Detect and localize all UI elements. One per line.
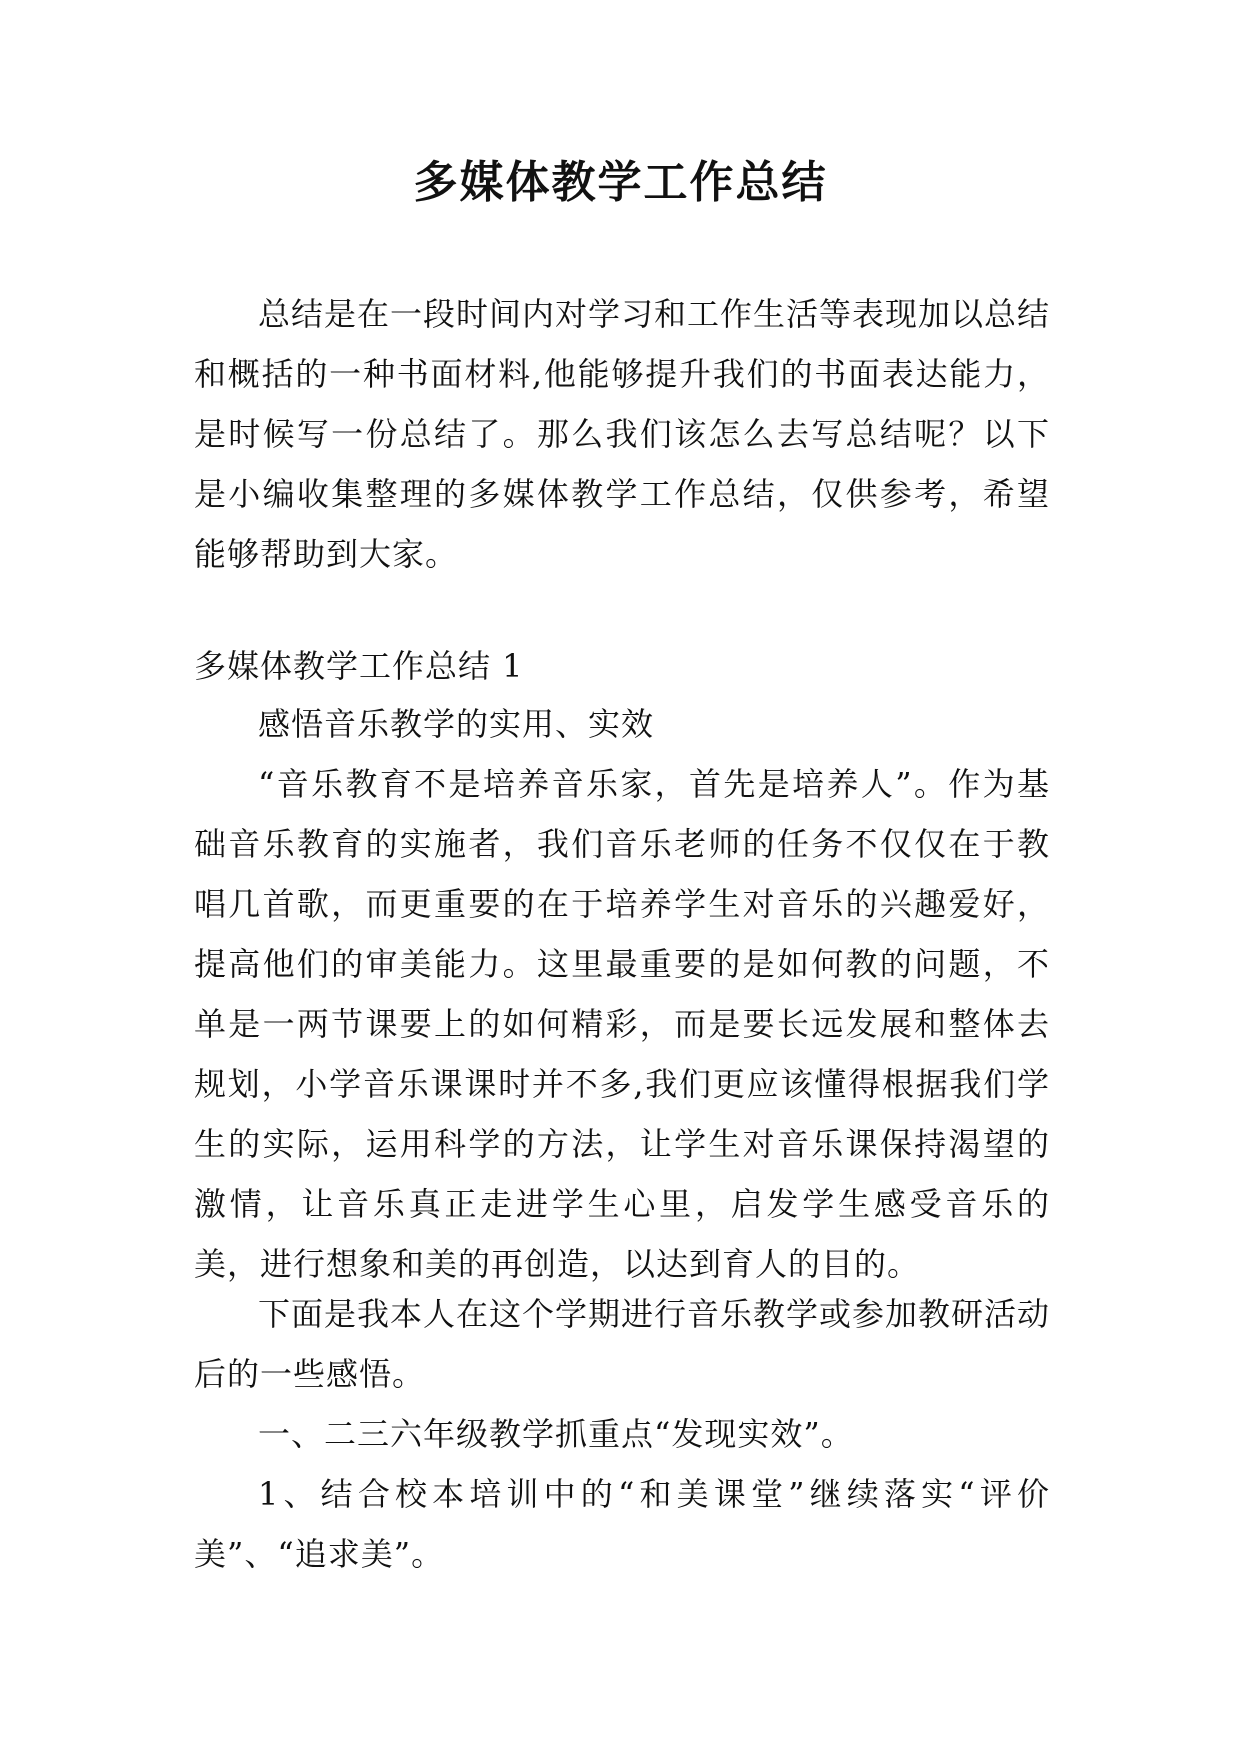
section-subtitle: 感悟音乐教学的实用、实效 xyxy=(258,705,655,743)
document-title: 多媒体教学工作总结 xyxy=(413,157,828,208)
body-paragraph: 下面是我本人在这个学期进行音乐教学或参加教研活动后的一些感悟。 xyxy=(194,1295,1051,1393)
body-paragraph: “音乐教育不是培养音乐家，首先是培养人”。作为基础音乐教育的实施者，我们音乐老师的任务不仅仅在于教唱几首歌，而更重要的在于培养学生对音乐的兴趣爱好，提高他们的审美能力。这里最重要的是如何教的问题，不单是一两节课要上的如何精彩，而是要长远发展和整体去规划，小学音乐课课时并不多,我们更应该懂得根据我们学生的实际，运用科学的方法，让学生对音乐课保持渴望的激情，让音乐真正走进学生心里，启发学生感受音乐的美，进行想象和美的再创造，以达到育人的目的。 xyxy=(194,765,1050,1283)
section-heading: 多媒体教学工作总结 1 xyxy=(194,647,524,685)
intro-paragraph: 总结是在一段时间内对学习和工作生活等表现加以总结和概括的一种书面材料,他能够提升我们的书面表达能力，是时候写一份总结了。那么我们该怎么去写总结呢？以下是小编收集整理的多媒体教学工作总结，仅供参考，希望能够帮助到大家。 xyxy=(194,295,1051,573)
list-item: 1、结合校本培训中的“和美课堂”继续落实“评价美”、“追求美”。 xyxy=(194,1475,1050,1573)
list-heading: 一、二三六年级教学抓重点“发现实效”。 xyxy=(258,1415,854,1453)
